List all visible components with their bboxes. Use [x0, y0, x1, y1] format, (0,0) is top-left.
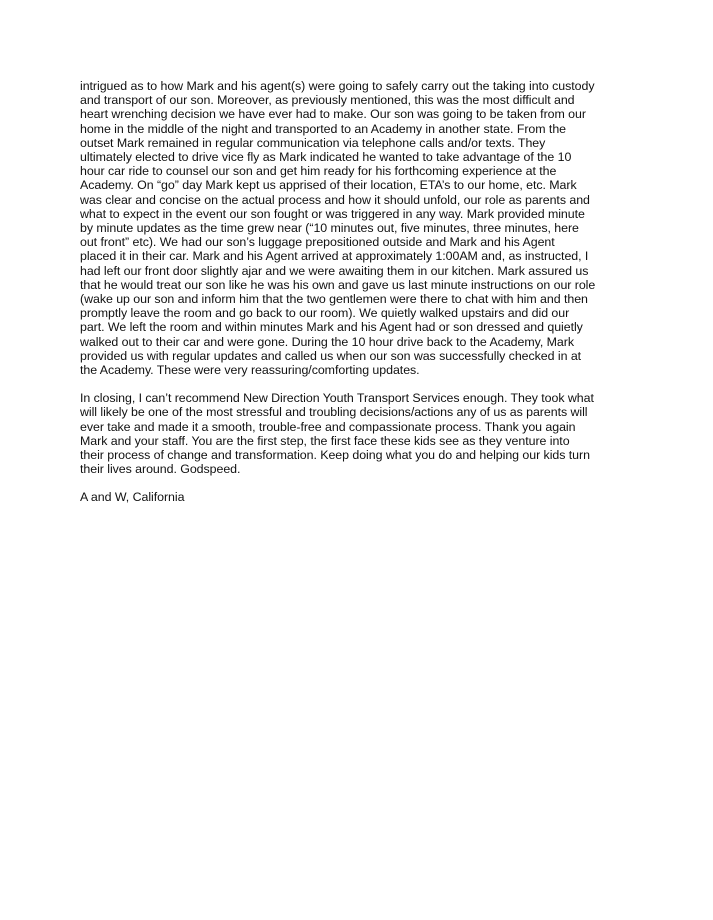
text-line: Mark and your staff. You are the first step, the first face these kids see as they venture into [80, 433, 570, 448]
text-line: the Academy. These were very reassuring/comforting updates. [80, 363, 420, 378]
text-line: heart wrenching decision we have ever had to make. Our son was going to be taken from our [80, 107, 586, 122]
text-line: had left our front door slightly ajar and we were awaiting them in our kitchen. Mark assured us [80, 263, 589, 278]
paragraph-closing [80, 391, 636, 476]
document-body [80, 79, 636, 505]
text-line: hour car ride to counsel our son and get him ready for his forthcoming experience at the [80, 164, 557, 179]
text-line: what to expect in the event our son fought or was triggered in any way. Mark provided minute [80, 206, 585, 221]
signature: A and W, California [80, 490, 185, 505]
text-line: provided us with regular updates and called us when our son was successfully checked in at [80, 348, 582, 363]
text-line: part. We left the room and within minutes Mark and his Agent had or son dressed and quietly [80, 320, 583, 335]
text-line: their lives around. Godspeed. [80, 462, 241, 477]
text-line: was clear and concise on the actual process and how it should unfold, our role as parents and [80, 192, 590, 207]
text-line: placed it in their car. Mark and his Agent arrived at approximately 1:00AM and, as instructed, I [80, 249, 589, 264]
text-line: Academy. On “go” day Mark kept us apprised of their location, ETA’s to our home, etc. Mark [80, 178, 577, 193]
text-line: outset Mark remained in regular communication via telephone calls and/or texts. They [80, 135, 546, 150]
paragraph-transport-account [80, 79, 636, 377]
text-line: out front” etc). We had our son’s luggage prepositioned outside and Mark and his Agent [80, 235, 555, 250]
text-line: In closing, I can’t recommend New Direction Youth Transport Services enough. They took what [80, 391, 594, 406]
text-line: ever take and made it a smooth, trouble-free and compassionate process. Thank you again [80, 419, 576, 434]
text-line: intrigued as to how Mark and his agent(s) were going to safely carry out the taking into custody [80, 79, 595, 93]
text-line: and transport of our son. Moreover, as previously mentioned, this was the most difficult and [80, 93, 575, 108]
text-line: (wake up our son and inform him that the two gentlemen were there to chat with him and then [80, 292, 588, 307]
text-line: by minute updates as the time grew near (“10 minutes out, five minutes, three minutes, here [80, 221, 579, 236]
text-line: will likely be one of the most stressful and troubling decisions/actions any of us as parents will [80, 405, 588, 420]
text-line: that he would treat our son like he was his own and gave us last minute instructions on our role [80, 277, 596, 292]
text-line: walked out to their car and were gone. During the 10 hour drive back to the Academy, Mark [80, 334, 574, 349]
text-line: home in the middle of the night and transported to an Academy in another state. From the [80, 121, 567, 136]
text-line: their process of change and transformation. Keep doing what you do and helping our kids turn [80, 448, 590, 463]
text-line: promptly leave the room and go back to our room). We quietly walked upstairs and did our [80, 306, 570, 321]
text-line: ultimately elected to drive vice fly as Mark indicated he wanted to take advantage of the 10 [80, 150, 572, 165]
